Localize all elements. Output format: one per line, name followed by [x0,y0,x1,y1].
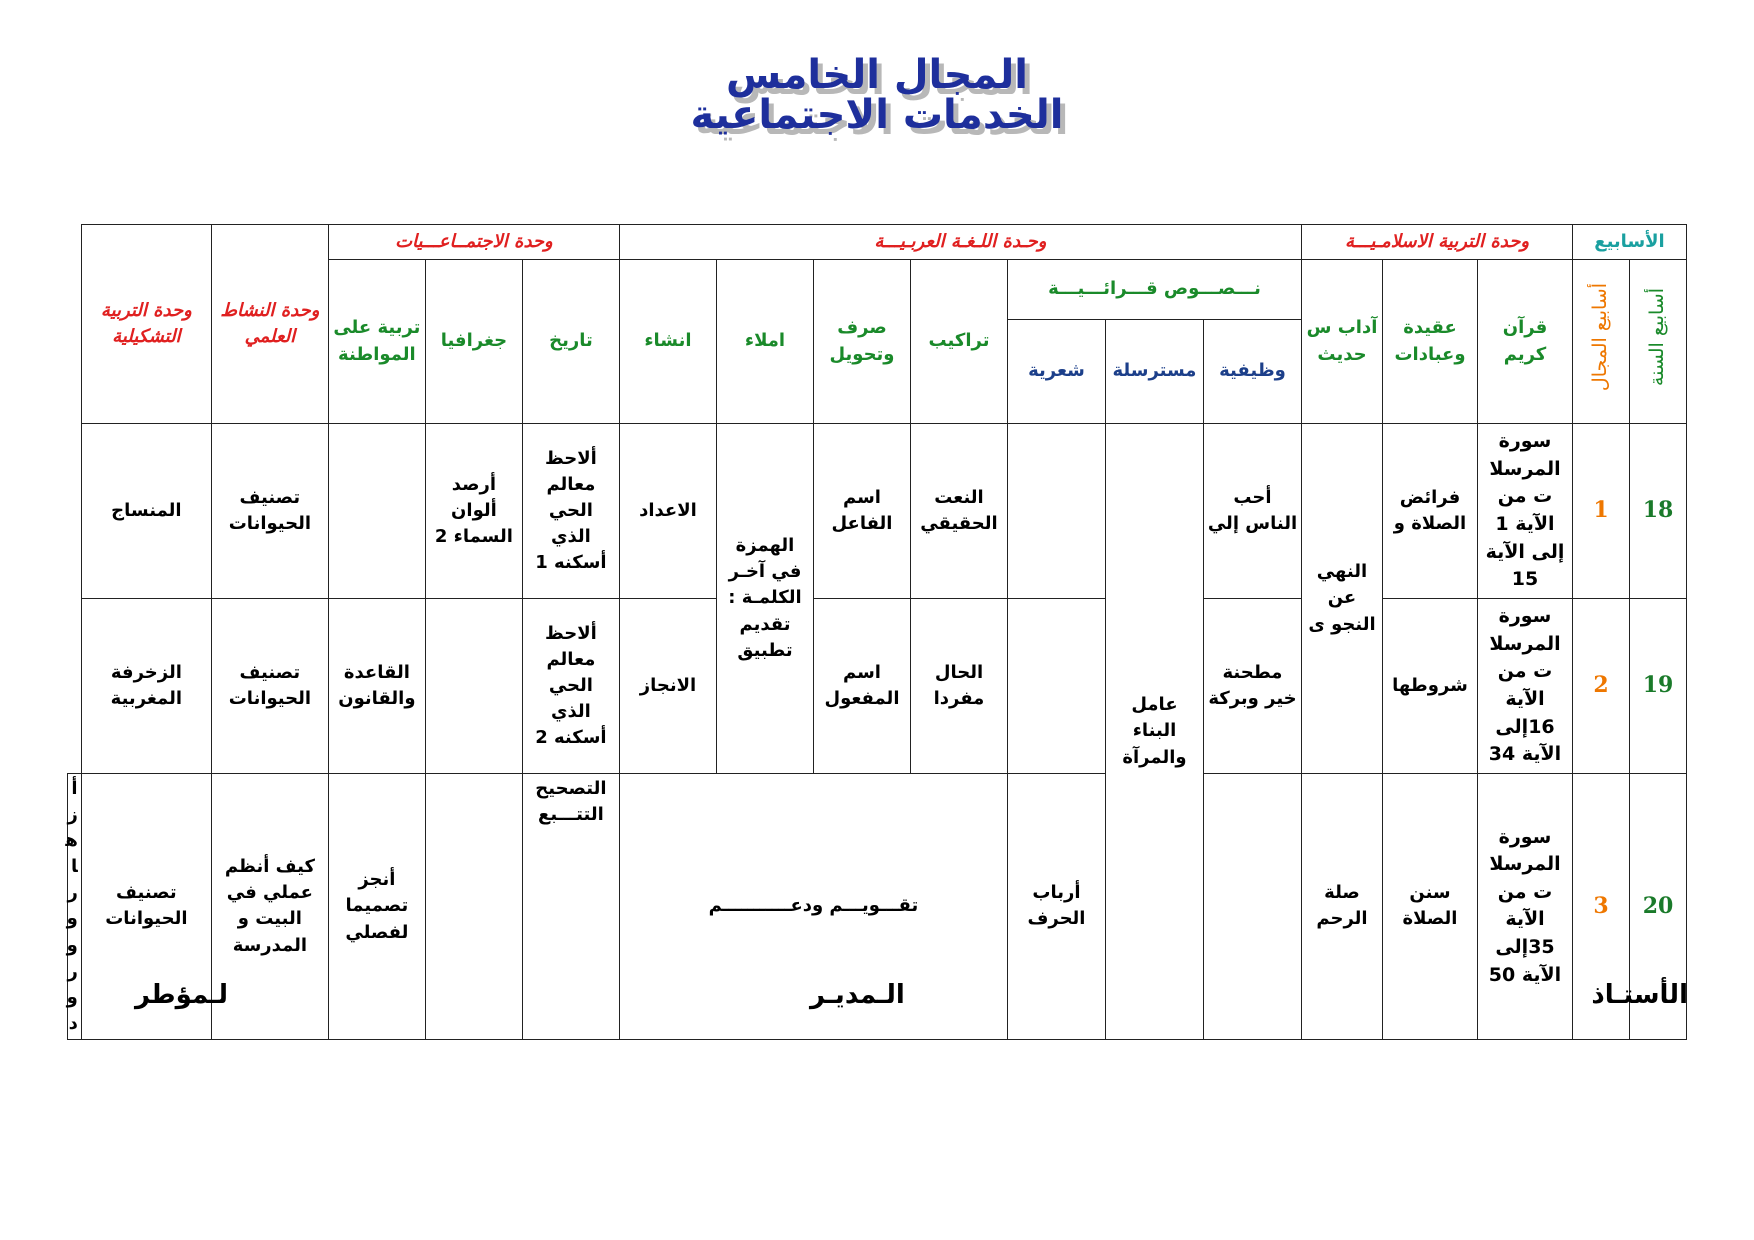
table-row [68,599,1687,774]
science-cell: تصنيف الحيوانات [211,424,328,599]
year-week: 19 [1630,599,1687,774]
poetic-cell: أرباب الحرف [1007,774,1105,1040]
functional-cell [1203,774,1301,1040]
domain-week: 3 [1573,774,1630,1040]
science-cell: تصنيف الحيوانات [211,599,328,774]
signature-director: الـمديـر [810,980,905,1010]
header-weeks-year: أسابيع السنة [1630,260,1687,424]
header-unit-science: وحدة النشاط العلمي [211,225,328,424]
domain-week: 2 [1573,599,1630,774]
syntax-cell: الحال مفردا [910,599,1007,774]
science-cell: تصنيف الحيوانات [81,774,211,1040]
header-geography: جغرافيا [425,260,522,424]
adab-cell: صلة الرحم [1301,774,1382,1040]
adab-cell: النهي عن النجو ى [1301,424,1382,774]
aqida-cell: فرائض الصلاة و [1383,424,1478,599]
composition-cell: الانجاز [619,599,716,774]
header-unit-social: وحدة الاجتمــاعـــيات [328,225,619,260]
year-week: 18 [1630,424,1687,599]
continuous-cell: عامل البناء والمرآة [1105,424,1203,1040]
page-subtitle: الخدمات الاجتماعية [690,92,1064,138]
header-weeks: الأسابيع [1573,225,1687,260]
art-cell: أزهار و ورود [68,774,82,1040]
art-cell: المنساج [81,424,211,599]
header-quran: قرآن كريم [1478,260,1573,424]
header-citizenship: تربية على المواطنة [328,260,425,424]
quran-cell: سورة المرسلات من الآية 35إلى الآية 50 [1478,774,1573,1040]
header-aqida: عقيدة وعبادات [1383,260,1478,424]
header-composition: انشاء [619,260,716,424]
art-cell: الزخرفة المغربية [81,599,211,774]
poetic-cell [1007,424,1105,599]
header-history: تاريخ [522,260,619,424]
domain-week: 1 [1573,424,1630,599]
quran-cell: سورة المرسلات من الآية 16إلى الآية 34 [1478,599,1573,774]
morph-cell: اسم الفاعل [813,424,910,599]
quran-cell: سورة المرسلات من الآية 1 إلى الآية 15 [1478,424,1573,599]
page-title: المجال الخامس [726,52,1028,98]
table-row [68,424,1687,599]
history-cell: ألاحظ معالم الحي الذي أسكنه 1 [522,424,619,599]
signature-supervisor: لـمؤطر [135,980,229,1010]
header-unit-art: وحدة التربية التشكيلية [81,225,211,424]
evaluation-cell: تقـــويـــم ودعـــــــــــم [619,774,1007,1040]
poetic-cell [1007,599,1105,774]
functional-cell: مطحنة خير وبركة [1203,599,1301,774]
citizenship-cell: القاعدة والقانون [328,599,425,774]
header-syntax: تراكيب [910,260,1007,424]
header-unit-arabic: وحـدة اللـغـة العربـيـــة [619,225,1301,260]
dictation-cell: الهمزة في آخـر الكلمـة : تقديم تطبيق [716,424,813,774]
header-adab: آداب س حديث [1301,260,1382,424]
aqida-cell: سنن الصلاة [1383,774,1478,1040]
signature-teacher: الأستـاذ [1591,980,1688,1010]
geography-cell [425,599,522,774]
header-morph: صرف وتحويل [813,260,910,424]
header-reading-texts: نـــصـــوص قـــرائـــيـــة [1007,260,1301,320]
history-cell: ألاحظ معالم الحي الذي أسكنه 2 [522,599,619,774]
year-week: 20 [1630,774,1687,1040]
composition-cell: التصحيح التتـــبع [522,774,619,1040]
aqida-cell: شروطها [1383,599,1478,774]
geography-cell: أرصد ألوان السماء 2 [425,424,522,599]
composition-cell: الاعداد [619,424,716,599]
citizenship-cell [328,424,425,599]
header-poetic: شعرية [1007,320,1105,424]
header-continuous: مسترسلة [1105,320,1203,424]
header-weeks-domain: أسابيع المجال [1573,260,1630,424]
header-functional: وظيفية [1203,320,1301,424]
geography-cell: أنجز تصميما لفصلي [328,774,425,1040]
citizenship-cell: كيف أنظم عملي في البيت و المدرسة [211,774,328,1040]
weekly-schedule-table [67,224,1687,1040]
header-unit-islamic: وحدة التربية الاسلامـيـــة [1301,225,1572,260]
header-dictation: املاء [716,260,813,424]
morph-cell: اسم المفعول [813,599,910,774]
syntax-cell: النعت الحقيقي [910,424,1007,599]
functional-cell: أحب الناس إلي [1203,424,1301,599]
history-cell [425,774,522,1040]
